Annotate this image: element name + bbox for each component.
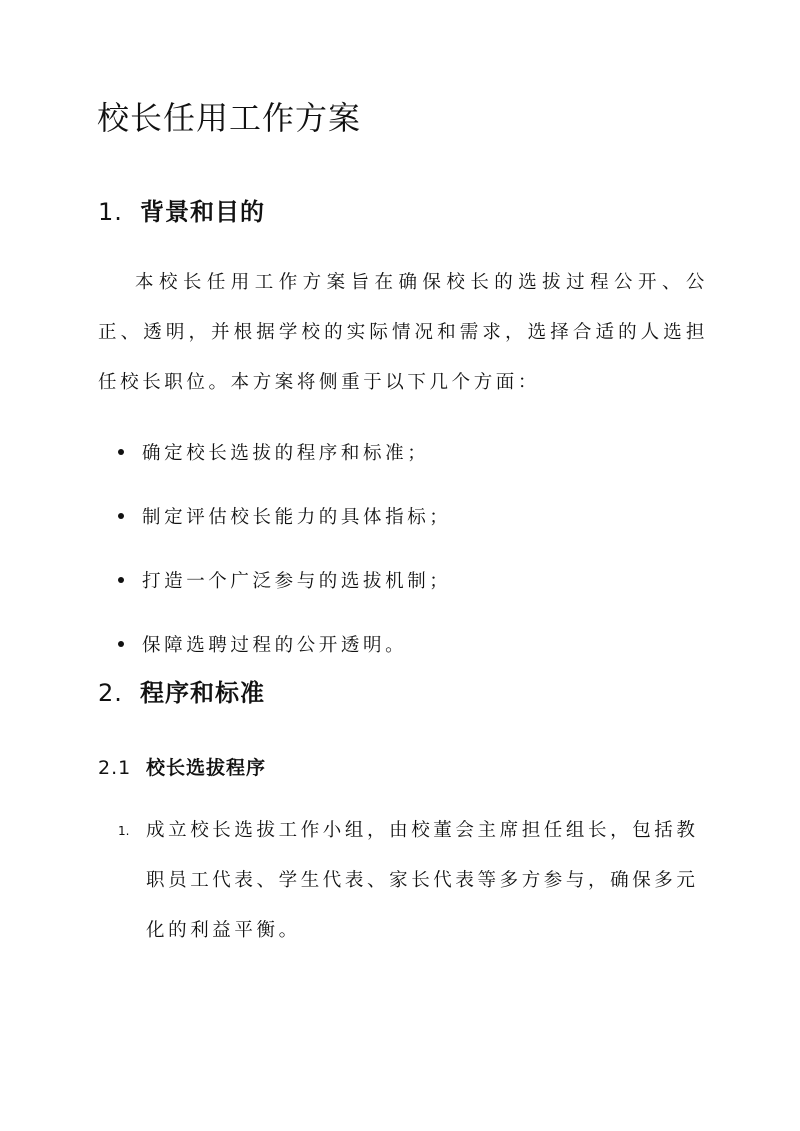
section-1-title: 背景和目的: [140, 198, 265, 226]
section-2-title: 程序和标准: [140, 679, 265, 707]
section-1-number: 1.: [98, 198, 123, 226]
section-1-bullet-list: [118, 420, 451, 676]
section-2-number: 2.: [98, 679, 123, 707]
list-item-text: 成立校长选拔工作小组，由校董会主席担任组长，包括教职员工代表、学生代表、家长代表等多方参与，确保多元化的利益平衡。: [146, 820, 699, 941]
section-1-paragraph: 本校长任用工作方案旨在确保校长的选拔过程公开、公正、透明，并根据学校的实际情况和需求，选择合适的人选担任校长职位。本方案将侧重于以下几个方面：: [98, 272, 708, 393]
list-item-marker: 1.: [118, 824, 130, 838]
subsection-2-1-numbered-list: [118, 806, 708, 956]
list-item: [118, 484, 451, 548]
document-title: 校长任用工作方案: [97, 99, 362, 137]
list-item-text: 确定校长选拔的程序和标准；: [142, 443, 430, 464]
list-item: [118, 548, 451, 612]
list-item: [118, 420, 451, 484]
bullet-icon: [118, 641, 124, 647]
subsection-2-1-title: 校长选拔程序: [146, 757, 267, 779]
list-item: [118, 612, 451, 676]
bullet-icon: [118, 449, 124, 455]
section-2-heading: [98, 677, 265, 709]
bullet-icon: [118, 513, 124, 519]
subsection-2-1-number: 2.1: [98, 757, 132, 779]
bullet-icon: [118, 577, 124, 583]
subsection-2-1-heading: [98, 754, 266, 782]
section-1-heading: [98, 196, 265, 228]
list-item-text: 保障选聘过程的公开透明。: [142, 635, 408, 656]
list-item-text: 打造一个广泛参与的选拔机制；: [142, 571, 452, 592]
list-item-text: 制定评估校长能力的具体指标；: [142, 507, 452, 528]
list-item: [118, 806, 708, 956]
